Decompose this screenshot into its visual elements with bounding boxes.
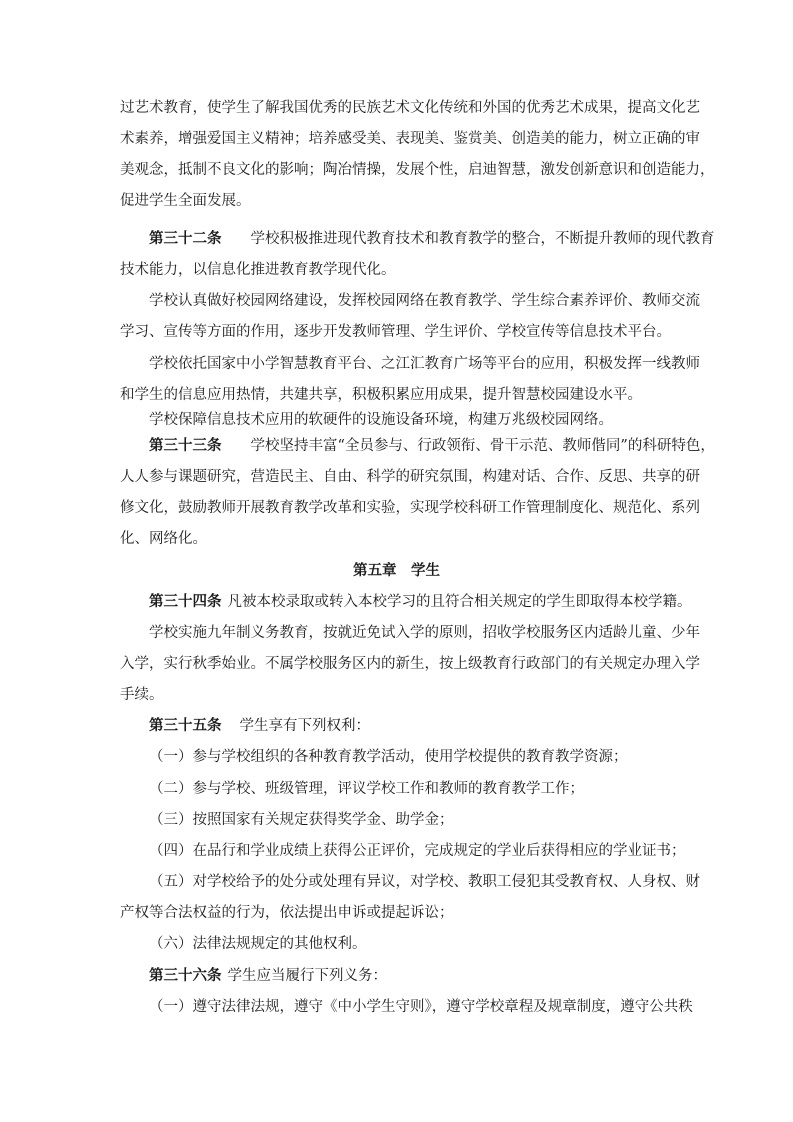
list-item: （三）按照国家有关规定获得奖学金、助学金；: [149, 812, 454, 828]
article-33: [149, 436, 715, 456]
article-text: 学校坚持丰富“全员参与、行政领衔、骨干示范、教师偕同”的科研特色，: [250, 438, 715, 454]
article-title: 第三十二条: [149, 230, 222, 247]
article-text: 学校积极推进现代教育技术和教育教学的整合，不断提升教师的现代教育: [250, 231, 715, 247]
text-line: 修文化，鼓励教师开展教育教学改革和实验，实现学校科研工作管理制度化、规范化、系列: [120, 500, 700, 516]
article-title: 第三十六条: [149, 967, 222, 984]
text-line: 术素养，增强爱国主义精神；培养感受美、表现美、鉴赏美、创造美的能力，树立正确的审: [120, 131, 700, 147]
article-text: 学生享有下列权利：: [239, 718, 370, 734]
text-line: 化、网络化。: [120, 531, 207, 547]
text-line: 手续。: [120, 687, 164, 703]
list-item: （五）对学校给予的处分或处理有异议，对学校、教职工侵犯其受教育权、人身权、财: [149, 874, 700, 890]
list-item: （二）参与学校、班级管理，评议学校工作和教师的教育教学工作；: [149, 781, 584, 797]
list-item: （四）在品行和学业成绩上获得公正评价，完成规定的学业后获得相应的学业证书；: [149, 843, 686, 859]
article-text: 学生应当履行下列义务：: [227, 968, 387, 984]
article-36: [149, 966, 387, 986]
list-item: 产权等合法权益的行为，依法提出申诉或提起诉讼；: [120, 905, 454, 921]
article-32: [149, 229, 715, 249]
article-text: 凡被本校录取或转入本校学习的且符合相关规定的学生即取得本校学籍。: [227, 594, 692, 610]
article-34: [149, 592, 692, 612]
article-title: 第三十四条: [149, 593, 222, 610]
text-line: 技术能力，以信息化推进教育教学现代化。: [120, 262, 396, 278]
text-line: 过艺术教育，使学生了解我国优秀的民族艺术文化传统和外国的优秀艺术成果，提高文化艺: [120, 100, 700, 116]
list-item: （一）遵守法律法规，遵守《中小学生守则》，遵守学校章程及规章制度，遵守公共秩: [149, 999, 693, 1015]
chapter-heading: 第五章 学生: [353, 562, 440, 579]
article-title: 第三十三条: [149, 437, 222, 454]
text-line: 入学，实行秋季始业。不属学校服务区内的新生，按上级教育行政部门的有关规定办理入学: [120, 656, 700, 672]
text-line: 学校认真做好校园网络建设，发挥校园网络在教育教学、学生综合素养评价、教师交流: [149, 293, 700, 309]
list-item: （一）参与学校组织的各种教育教学活动，使用学校提供的教育教学资源；: [149, 749, 628, 765]
text-line: 人人参与课题研究，营造民主、自由、科学的研究氛围，构建对话、合作、反思、共享的研: [120, 469, 700, 485]
text-line: 学校保障信息技术应用的软硬件的设施设备环境，构建万兆级校园网络。: [149, 412, 613, 428]
list-item: （六）法律法规规定的其他权利。: [149, 936, 367, 952]
text-line: 学校依托国家中小学智慧教育平台、之江汇教育广场等平台的应用，积极发挥一线教师: [149, 356, 700, 372]
article-35: [149, 716, 370, 736]
text-line: 学校实施九年制义务教育，按就近免试入学的原则，招收学校服务区内适龄儿童、少年: [149, 625, 700, 641]
text-line: 促进学生全面发展。: [120, 193, 251, 209]
text-line: 学习、宣传等方面的作用，逐步开发教师管理、学生评价、学校宣传等信息技术平台。: [120, 324, 671, 340]
text-line: 和学生的信息应用热情，共建共享，积极积累应用成果，提升智慧校园建设水平。: [120, 387, 642, 403]
text-line: 美观念，抵制不良文化的影响；陶冶情操，发展个性，启迪智慧，激发创新意识和创造能力，: [120, 162, 715, 178]
article-title: 第三十五条: [149, 717, 222, 734]
